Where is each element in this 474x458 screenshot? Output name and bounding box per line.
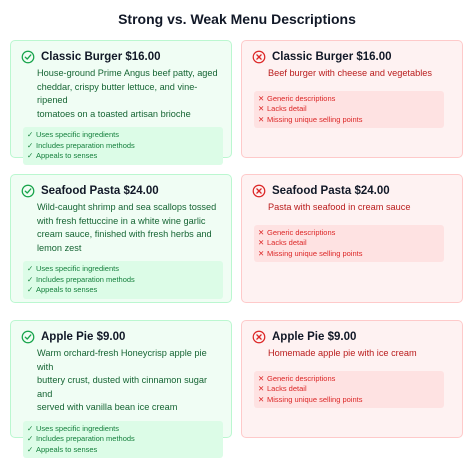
x-circle-icon <box>252 50 266 64</box>
strength-notes <box>23 261 223 299</box>
item-name: Apple Pie $9.00 <box>272 331 356 343</box>
check-circle-icon <box>21 330 35 344</box>
weakness-notes <box>254 91 444 129</box>
item-description: Beef burger with cheese and vegetables <box>268 67 452 81</box>
note-item: ✓ Includes preparation methods <box>27 434 219 445</box>
check-mark-icon: ✓ <box>27 285 36 296</box>
item-description: Wild-caught shrimp and sea scallops tossed with fresh fettuccine in a white wine garlic cream sauce, finished with fresh herbs and lemon zest <box>37 201 221 255</box>
strong-card-pasta <box>10 174 232 303</box>
item-name: Classic Burger $16.00 <box>41 51 161 63</box>
weak-card-burger <box>241 40 463 158</box>
strength-notes <box>23 421 223 458</box>
check-mark-icon: ✓ <box>27 445 36 456</box>
note-item: ✓ Appeals to senses <box>27 151 219 162</box>
note-item: ✕ Missing unique selling points <box>258 249 440 260</box>
check-mark-icon: ✓ <box>27 151 36 162</box>
check-mark-icon: ✓ <box>27 275 36 286</box>
note-item: ✕ Missing unique selling points <box>258 115 440 126</box>
x-mark-icon: ✕ <box>258 104 267 115</box>
weakness-notes <box>254 371 444 409</box>
strength-notes <box>23 127 223 165</box>
check-mark-icon: ✓ <box>27 130 36 141</box>
x-mark-icon: ✕ <box>258 384 267 395</box>
note-item: ✓ Uses specific ingredients <box>27 130 219 141</box>
note-item: ✕ Generic descriptions <box>258 374 440 385</box>
note-item: ✓ Uses specific ingredients <box>27 424 219 435</box>
x-mark-icon: ✕ <box>258 94 267 105</box>
item-name: Seafood Pasta $24.00 <box>272 185 390 197</box>
x-mark-icon: ✕ <box>258 115 267 126</box>
check-circle-icon <box>21 184 35 198</box>
note-item: ✕ Lacks detail <box>258 238 440 249</box>
check-mark-icon: ✓ <box>27 141 36 152</box>
item-description: Warm orchard-fresh Honeycrisp apple pie with buttery crust, dusted with cinnamon sugar and served with vanilla bean ice cream <box>37 347 221 415</box>
note-item: ✓ Includes preparation methods <box>27 275 219 286</box>
note-item: ✕ Missing unique selling points <box>258 395 440 406</box>
note-item: ✓ Includes preparation methods <box>27 141 219 152</box>
weakness-notes <box>254 225 444 263</box>
weak-card-pasta <box>241 174 463 303</box>
strong-card-burger <box>10 40 232 158</box>
x-mark-icon: ✕ <box>258 228 267 239</box>
item-description: House-ground Prime Angus beef patty, aged cheddar, crispy butter lettuce, and vine-ripened tomatoes on a toasted artisan brioche <box>37 67 221 121</box>
item-name: Classic Burger $16.00 <box>272 51 392 63</box>
check-circle-icon <box>21 50 35 64</box>
note-item: ✕ Generic descriptions <box>258 94 440 105</box>
note-item: ✕ Generic descriptions <box>258 228 440 239</box>
check-mark-icon: ✓ <box>27 264 36 275</box>
item-name: Apple Pie $9.00 <box>41 331 125 343</box>
x-mark-icon: ✕ <box>258 395 267 406</box>
x-mark-icon: ✕ <box>258 374 267 385</box>
item-description: Pasta with seafood in cream sauce <box>268 201 452 215</box>
note-item: ✕ Lacks detail <box>258 104 440 115</box>
note-item: ✓ Uses specific ingredients <box>27 264 219 275</box>
x-mark-icon: ✕ <box>258 238 267 249</box>
x-circle-icon <box>252 330 266 344</box>
item-description: Homemade apple pie with ice cream <box>268 347 452 361</box>
x-mark-icon: ✕ <box>258 249 267 260</box>
note-item: ✓ Appeals to senses <box>27 445 219 456</box>
check-mark-icon: ✓ <box>27 424 36 435</box>
item-name: Seafood Pasta $24.00 <box>41 185 159 197</box>
note-item: ✓ Appeals to senses <box>27 285 219 296</box>
x-circle-icon <box>252 184 266 198</box>
note-item: ✕ Lacks detail <box>258 384 440 395</box>
check-mark-icon: ✓ <box>27 434 36 445</box>
page-title: Strong vs. Weak Menu Descriptions <box>0 11 474 27</box>
strong-card-pie <box>10 320 232 438</box>
weak-card-pie <box>241 320 463 438</box>
